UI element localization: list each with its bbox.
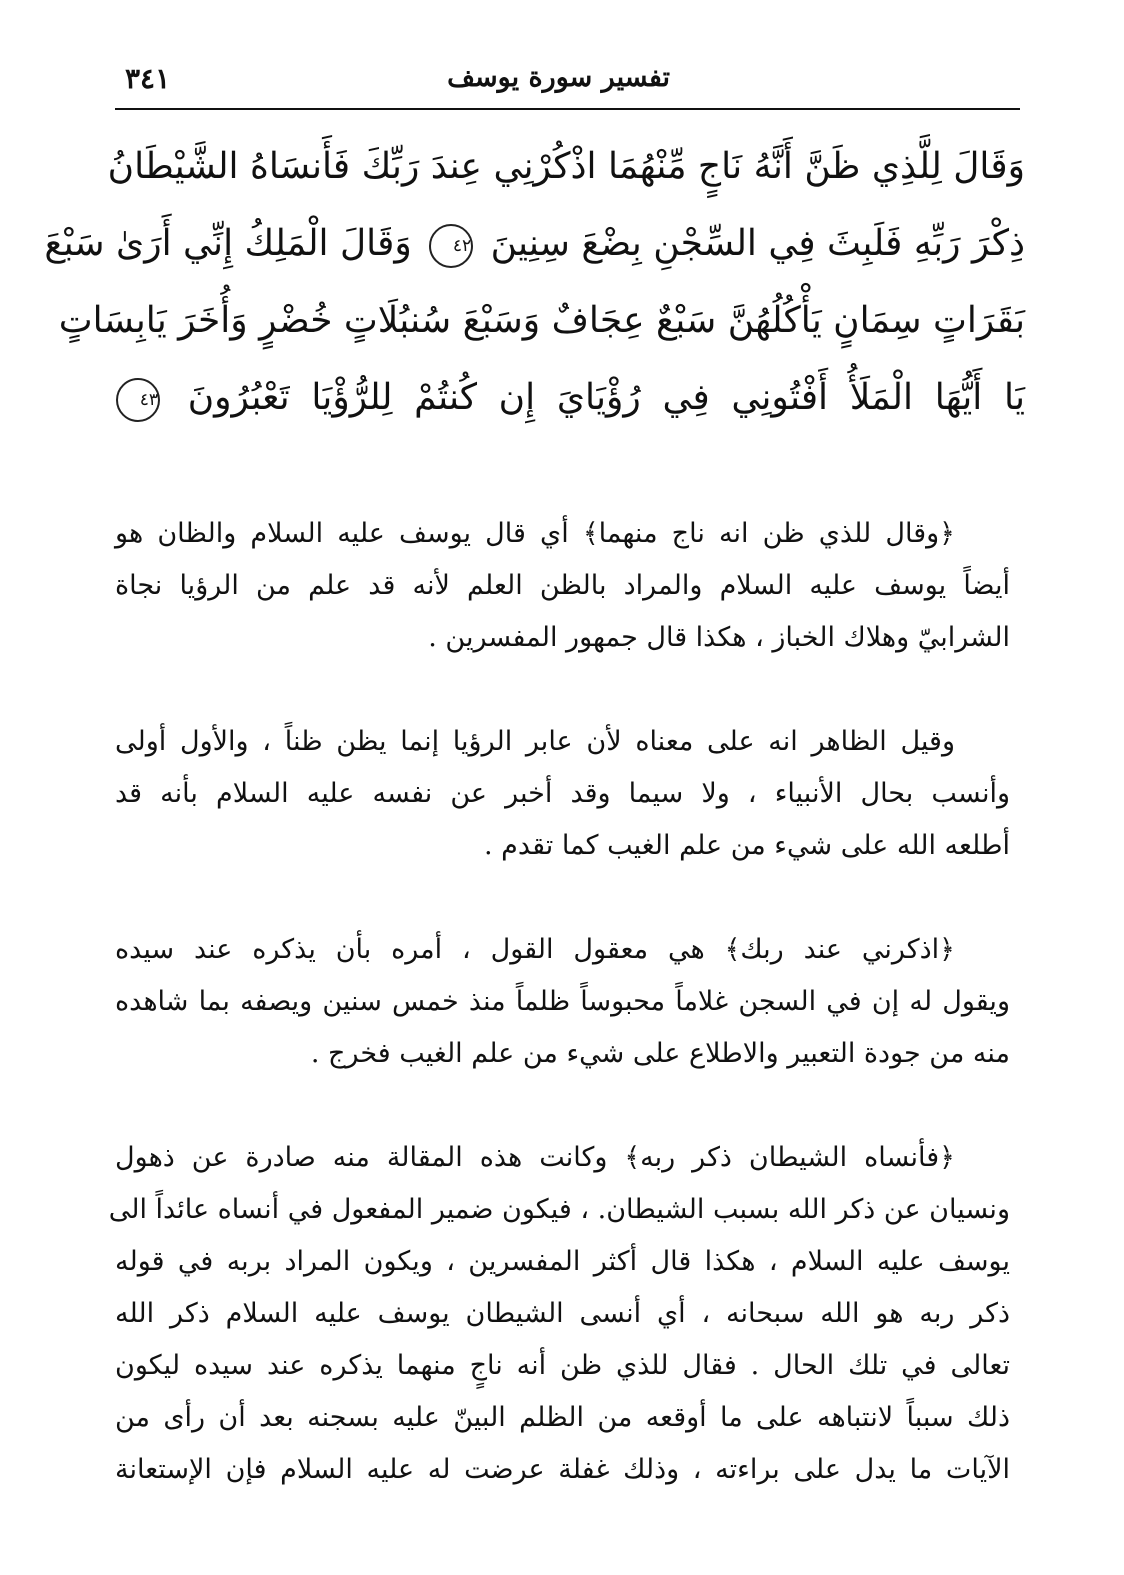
verse-text: وَقَالَ لِلَّذِي ظَنَّ أَنَّهُ نَاجٍ مِّنْهُمَا اذْكُرْنِي عِندَ رَبِّكَ فَأَنسَاهُ الشَّيْطَانُ bbox=[107, 146, 1025, 187]
verse-line bbox=[44, 205, 1025, 282]
text-line: ويقول له إن في السجن غلاماً محبوساً ظلماً منذ خمس سنين ويصفه بما شاهده bbox=[115, 986, 1010, 1017]
page-title: تفسير سورة يوسف bbox=[447, 62, 670, 93]
verse-line bbox=[110, 359, 1025, 436]
verse-text: وَقَالَ الْمَلِكُ إِنِّي أَرَىٰ سَبْعَ bbox=[44, 223, 412, 264]
commentary-paragraph bbox=[115, 508, 1010, 664]
text-line: الشرابيّ وهلاك الخباز ، هكذا قال جمهور المفسرين . bbox=[428, 622, 1010, 653]
text-line: منه من جودة التعبير والاطلاع على شيء من علم الغيب فخرج . bbox=[310, 1038, 1010, 1069]
tafsir-commentary bbox=[108, 508, 1010, 1548]
text-line: يوسف عليه السلام ، هكذا قال أكثر المفسرين ، ويكون المراد بربه في قوله bbox=[115, 1246, 1010, 1277]
verse-text: بَقَرَاتٍ سِمَانٍ يَأْكُلُهُنَّ سَبْعٌ عِجَافٌ وَسَبْعَ سُنبُلَاتٍ خُضْرٍ وَأُخَرَ يَابِسَاتٍ bbox=[58, 300, 1025, 341]
verse-line bbox=[107, 128, 1025, 205]
text-line: أطلعه الله على شيء من علم الغيب كما تقدم . bbox=[484, 830, 1010, 861]
page-number: ٣٤١ bbox=[125, 62, 171, 95]
verse-text: ذِكْرَ رَبِّهِ فَلَبِثَ فِي السِّجْنِ بِضْعَ سِنِينَ bbox=[490, 223, 1025, 264]
text-line: أيضاً يوسف عليه السلام والمراد بالظن العلم لأنه قد علم من الرؤيا نجاة bbox=[115, 570, 1010, 601]
text-line: ذلك سبباً لانتباهه على ما أوقعه من الظلم البينّ عليه بسجنه بعد أن رأى من bbox=[115, 1402, 1010, 1433]
ayah-number-marker: ٤٣ bbox=[116, 378, 160, 422]
text-line: وقيل الظاهر انه على معناه لأن عابر الرؤيا إنما يظن ظناً ، والأول أولى bbox=[115, 726, 955, 757]
text-line: ذكر ربه هو الله سبحانه ، أي أنسى الشيطان يوسف عليه السلام ذكر الله bbox=[115, 1298, 1010, 1329]
header-divider bbox=[115, 108, 1020, 110]
text-line: ونسيان عن ذكر الله بسبب الشيطان. ، فيكون ضمير المفعول في أنساه عائداً الى bbox=[108, 1194, 1010, 1225]
text-line: ﴿وقال للذي ظن انه ناج منهما﴾ أي قال يوسف عليه السلام والظان هو bbox=[115, 518, 955, 549]
commentary-paragraph bbox=[115, 716, 1010, 872]
quran-verses-block bbox=[44, 128, 1025, 436]
running-header bbox=[115, 58, 1015, 102]
text-line: ﴿فأنساه الشيطان ذكر ربه﴾ وكانت هذه المقالة منه صادرة عن ذهول bbox=[115, 1142, 955, 1173]
verse-text: يَا أَيُّهَا الْمَلَأُ أَفْتُونِي فِي رُؤْيَايَ إِن كُنتُمْ لِلرُّؤْيَا تَعْبُرُونَ bbox=[187, 377, 1025, 418]
text-line: ﴿اذكرني عند ربك﴾ هي معقول القول ، أمره بأن يذكره عند سيده bbox=[115, 934, 955, 965]
ayah-number-marker: ٤٢ bbox=[429, 224, 473, 268]
commentary-paragraph bbox=[108, 1132, 1010, 1496]
text-line: تعالى في تلك الحال . فقال للذي ظن أنه ناجٍ منهما يذكره عند سيده ليكون bbox=[115, 1350, 1010, 1381]
verse-line bbox=[58, 282, 1025, 359]
text-line: الآيات ما يدل على براءته ، وذلك غفلة عرضت له عليه السلام فإن الإستعانة bbox=[115, 1454, 1010, 1485]
commentary-paragraph bbox=[115, 924, 1010, 1080]
text-line: وأنسب بحال الأنبياء ، ولا سيما وقد أخبر عن نفسه عليه السلام بأنه قد bbox=[115, 778, 1010, 809]
